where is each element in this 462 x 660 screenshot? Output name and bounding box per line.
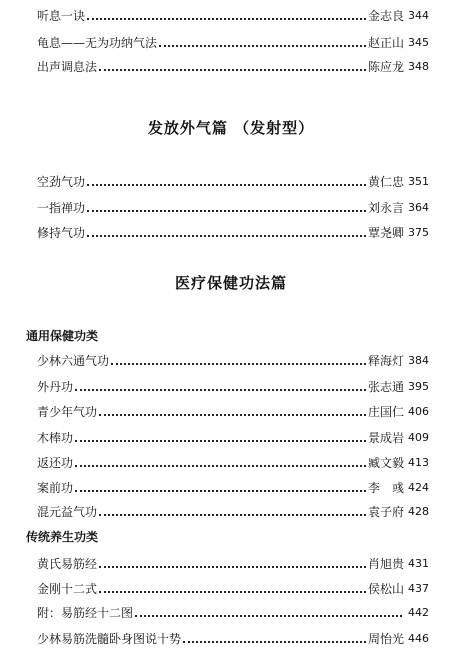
entry-title: 听息一诀 [37,9,86,23]
entry-author: 释海灯 [367,354,404,368]
toc-entry [37,454,429,472]
entry-page: 384 [408,354,429,367]
entry-page: 351 [408,175,429,188]
toc-entry [37,604,429,622]
entry-page: 428 [408,505,429,518]
entry-page: 437 [408,582,429,595]
entry-page: 348 [408,60,429,73]
leader-dots [99,514,366,516]
toc-entry [37,7,429,25]
entry-title: 外丹功 [37,380,74,394]
entry-title: 案前功 [37,481,74,495]
entry-author: 臧文毅 [367,456,404,470]
category-heading: 通用保健功类 [26,329,99,343]
entry-page: 446 [408,632,429,645]
entry-title: 一指禅功 [37,201,86,215]
toc-entry [37,58,429,76]
toc-entry [37,34,429,52]
leader-dots [135,615,402,617]
category-heading: 传统养生功类 [26,530,99,544]
toc-entry [37,403,429,421]
entry-page: 409 [408,431,429,444]
leader-dots [75,490,366,492]
leader-dots [87,184,366,186]
entry-page: 424 [408,481,429,494]
entry-page: 345 [408,36,429,49]
section-heading-external-qi: 发放外气篇 （发射型） [147,119,315,137]
entry-page: 431 [408,557,429,570]
entry-title: 金刚十二式 [37,582,98,596]
entry-title: 空劲气功 [37,175,86,189]
leader-dots [87,210,366,212]
entry-author: 张志通 [367,380,404,394]
toc-entry [37,352,429,370]
toc-entry [37,378,429,396]
leader-dots [99,591,366,593]
entry-title: 龟息——无为功纳气法 [37,36,158,50]
entry-title: 少林六通气功 [37,354,110,368]
entry-author: 袁子府 [367,505,404,519]
entry-page: 364 [408,201,429,214]
toc-entry [37,224,429,242]
section-heading-medical: 医疗保健功法篇 [174,274,287,292]
leader-dots [87,235,366,237]
leader-dots [159,45,366,47]
entry-title: 木棒功 [37,431,74,445]
entry-title: 混元益气功 [37,505,98,519]
entry-author: 刘永言 [367,201,404,215]
entry-author: 覃尧卿 [367,226,404,240]
leader-dots [99,414,366,416]
leader-dots [75,440,366,442]
toc-entry [37,555,429,573]
entry-title: 少林易筋洗髓卧身图说十势 [37,632,182,646]
entry-page: 413 [408,456,429,469]
entry-author: 赵正山 [367,36,404,50]
entry-author: 周怡光 [367,632,404,646]
leader-dots [87,18,366,20]
entry-page: 395 [408,380,429,393]
entry-page: 442 [408,606,429,619]
leader-dots [75,389,366,391]
entry-page: 406 [408,405,429,418]
entry-author: 肖旭贵 [367,557,404,571]
entry-title: 黄氏易筋经 [37,557,98,571]
entry-page: 375 [408,226,429,239]
entry-title: 修持气功 [37,226,86,240]
toc-entry [37,580,429,598]
toc-entry [37,630,429,648]
entry-title: 返还功 [37,456,74,470]
entry-author: 陈应龙 [367,60,404,74]
toc-entry [37,479,429,497]
toc-entry [37,173,429,191]
entry-author: 黄仁忠 [367,175,404,189]
leader-dots [99,566,366,568]
entry-title: 青少年气功 [37,405,98,419]
entry-author: 景成岩 [367,431,404,445]
leader-dots [111,363,366,365]
toc-entry [37,199,429,217]
toc-entry [37,429,429,447]
leader-dots [75,465,366,467]
entry-author: 侯松山 [367,582,404,596]
leader-dots [99,69,366,71]
entry-author: 庄国仁 [367,405,404,419]
entry-title: 附：易筋经十二图 [37,606,134,620]
entry-title: 出声调息法 [37,60,98,74]
entry-page: 344 [408,9,429,22]
entry-author: 李 彧 [367,481,404,495]
toc-entry [37,503,429,521]
leader-dots [183,641,366,643]
entry-author: 金志良 [367,9,404,23]
